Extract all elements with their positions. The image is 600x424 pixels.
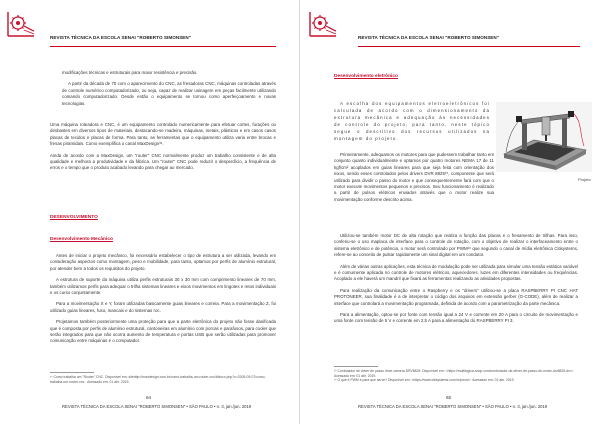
right-page: [300, 0, 600, 424]
paragraph: Primeiramente, adequamos os motores para que pudessem trabalhar tanto em conjunto quanto individualmente e optamos por quatro motores NEMA 17 de 11 kgf/cm² acoplados em guias lineares para que seja feita com orientação dos eixos, sendo esses controlados pelos drivers DVR 8825¹⁵, componente que será utilizado para dividir o passo do motor e que consequentemente fará com que o motor execute movimentos pequenos e precisos. Seu funcionamento é realizado a partir de pulsos elétricos enviados através que o motor realize sua movimentação conforme descrito acima.: [334, 152, 494, 202]
paragraph: A estrutura de suporte da máquina utiliza perfis estruturais 30 x 30 mm com comprimento lineares de 70 mm, também utilizamos perfis para adequar o trilha sistemas lineares e eixos movimentos em lingotes e retos individuais e os curso conjuntamente.: [50, 277, 276, 296]
cnc-router-figure: [496, 102, 592, 172]
left-dev-block: [50, 253, 276, 350]
paragraph: A partir da década de 70 com o aparecimento do CNC, as fresadoras CNC, máquinas controladas através de controle numérico computadorizado, ou seja, capaz de realizar usinagem em peças facilmente utilizando comando computadorizado. Desde então o equipamento se tornou como aperfeiçoamento e novas tecnologias.: [62, 81, 276, 106]
paragraph: Ainda de acordo com a MaxDesign, um "router" CNC normalmente produz um trabalho consistente e de alta qualidade e melhora a produtividade e da fábrica. Um "router" CNC pode reduzir o desperdício, a frequência de erros e o tempo que o produto acabado levando para chegar ao mercado.: [50, 152, 276, 171]
footnote: ¹⁵ Controlador de driver de passo drive-camera DRV8825. Disponível em: <https://multilogica-shop.com/controlador-de-driver-de-passo-de-motor-drv8825-drv>. Acessado em: 01 abr. 2019.: [334, 369, 574, 378]
left-body-block: [50, 122, 276, 177]
header-title: REVISTA TÉCNICA DA ESCOLA SENAI "ROBERTO SIMONSEN": [50, 35, 192, 40]
paragraph: Uma máquina roteadora e CNC, é um equipamento controlado numericamente para efetuar cortes, furações ou desbastes em diversos tipos de materiais, destacando-se madeira, máquinas, metais, plásticos e em casos casos placas de tecidos e placas de forma. Para tanto, as ferramentas que o equipamento utiliza varia entre brocas e fresas piramidais. Como exemplifica o canal MaxDesign³⁴.: [50, 122, 276, 147]
school-logo-icon: [4, 6, 38, 40]
right-body-top: [334, 152, 494, 208]
paragraph: Para realização da comunicação entre o Raspberry e os "drivers" utilizou-se a placa RASPBERRY PI CNC HAT PROTONEER, sua finalidade é a de interpretar o código dos arquivos em extensão gerber (G-CODE), além de realizar a interface que controlará a movimentação programada, definida de acordo com a parametrização da parte mecânica.: [334, 287, 578, 306]
paragraph: Antes de iniciar o projeto mecânico, foi necessário estabelecer o tipo de estrutura a ser utilizada, levando em consideração aspectos como montagem, peso e mobilidade, para tanto, optamos por perfis de alumínio estrutural, por atender bem a todos os requisitos do projeto.: [50, 253, 276, 271]
right-body-block: [334, 233, 578, 330]
paragraph: Para a movimentação X e Y, foram utilizadas basicamente guias lineares e correia. Para a movimentação Z, foi utilizado guias lineares, fuso, mancais e do sistemas roc.: [50, 301, 276, 313]
header-title: REVISTA TÉCNICA DA ESCOLA SENAI "ROBERTO SIMONSEN": [358, 35, 500, 40]
paragraph: modificações técnicas e estruturais para maior resistência e precisão.: [62, 70, 198, 75]
paragraph: Utilizou-se também motor DC de alta rotação que realiza a função das placas e o fresamento de trilhas. Para isso, conferiu-se o uso maplaca de interface para o controle de rotação, com o objetivo de realizar o interfaceamento entre o sistema eletrônico e de potência, o motor será controlado por PWM¹⁶ que segundo o canal de mídia eletrônica Citisystems, refere-se ao conceito de pulsar rapidamente um sinal digital em um condutor.: [334, 233, 578, 258]
footnote: ¹⁶ O que é PWM e para que serve? Disponível em: <https://www.citisystems.com.br/pwm/>. Acessado em: 01 abr. 2019.: [334, 378, 515, 383]
right-intro-block: [334, 100, 490, 147]
figure-caption: Projeto: [578, 177, 591, 182]
subsection-heading: Desenvolvimento eletrônico: [334, 74, 398, 79]
section-heading: DESENVOLVIMENTO: [50, 215, 98, 220]
paragraph: Além de várias outras aplicações, esta técnica de modulação pode ser utilizada para simular uma tensão estática variável e é comumente aplicada no controle de motores elétricos, aquecedores, luzes em diferentes intensidades ou frequências. Acoplado a ele haverá um mandril que fixará as ferramentas realizando as atividades propostas.: [334, 263, 578, 282]
subsection-heading: Desenvolvimento Mecânico: [50, 237, 113, 242]
header-divider: [358, 46, 580, 47]
footnote: ¹⁴ Como trabalha um "Router" CNC. Disponível em: sitehttp://maxdesign.com.br/como-trabalha-um-router-cnc/#bloco.php?c=2009-09-07/como-trabalha-um-router-cnc . Acessado em: 01 abr. 2019.: [50, 375, 266, 384]
page-number: 64: [146, 395, 152, 400]
paragraph: A escolha dos equipamentos eletroeletrônicos foi calculada de acordo com o dimensionamento da estrutura mecânica e adequação às necessidades de controle do projeto, para tanto, neste tópico segue o descritivo dos recursos utilizados na montagem do projeto.: [334, 101, 490, 141]
school-logo-icon: [306, 6, 340, 40]
footnote-divider: [50, 372, 94, 373]
header-divider: [50, 46, 276, 47]
footnotes-block: [334, 369, 578, 383]
page-footer: REVISTA TÉCNICA DA ESCOLA SENAI "ROBERTO SIMONSEN" • SÃO PAULO • n. 3, jan./jun. 2019: [358, 404, 548, 409]
left-intro-block: [62, 70, 276, 112]
page-footer: REVISTA TÉCNICA DA ESCOLA SENAI "ROBERTO SIMONSEN" • SÃO PAULO • n. 3, jan./jun. 2019: [62, 404, 252, 409]
footnote-divider: [334, 366, 378, 367]
page-number: 65: [446, 395, 452, 400]
paragraph: Para a alimentação, optou-se por fonte com tensão igual a 24 V e corrente em 20 A para o circuito de movimentação e uma fonte com tensão de 5 V e corrente em 2,5 A para a alimentação do RASPBERRY PI 3.: [334, 312, 578, 324]
paragraph: Projetamos também posteriormente uma proteção para que a parte eletrônica do projeto não fosse danificada que é composta por perfis de alumínio estrutural, cantoneiras em alumínio com porcas e parafusos, para cooler que serão integrados para que não ocorra aumento de temperatura e portas USB que serão utilizadas para promover comunicação entre máquinas e o computador.: [50, 319, 276, 344]
